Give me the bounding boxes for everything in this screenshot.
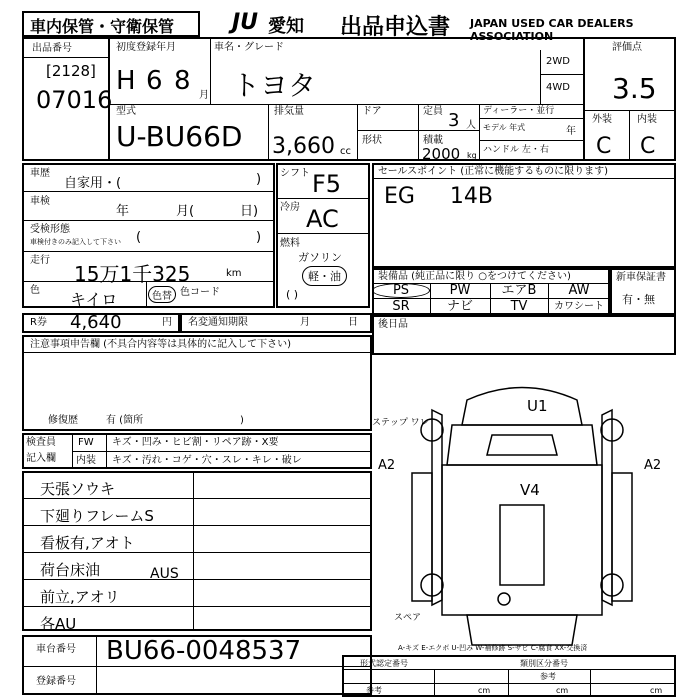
reference-label: 参考	[540, 672, 556, 681]
lot-box-number: [2128]	[46, 62, 96, 80]
chassis-label: 車台番号	[36, 644, 76, 655]
recycle-value: 4,640	[70, 312, 122, 333]
entry-label: 記入欄	[26, 453, 56, 464]
cm-unit-1: cm	[478, 686, 491, 695]
dealer-parallel: ディーラー・並行	[483, 106, 555, 116]
reg-no-label: 登録番号	[36, 676, 76, 687]
shaken-month: 月(	[176, 204, 195, 219]
mark-u1: U1	[527, 397, 548, 415]
capacity-label: 定員	[423, 106, 443, 117]
load-label: 積載	[423, 135, 443, 146]
recycle-label: R券	[30, 317, 47, 328]
class-no-label: 類別区分番号	[520, 659, 568, 668]
score-value: 3.5	[612, 72, 657, 105]
capacity-unit: 人	[466, 120, 476, 131]
equipment-label: 装備品 (純正品に限り ○をつけてください)	[378, 271, 571, 282]
storage-note: 車内保管・守衛保管	[30, 17, 175, 36]
fw-items: キズ・凹み・ヒビ割・リペア跡・X要	[112, 437, 279, 448]
interior-grade: C	[640, 134, 656, 159]
model-label: 型式	[116, 106, 136, 117]
warranty-options: 有・無	[622, 293, 655, 306]
yen-unit: 円	[162, 317, 172, 328]
cm-unit-2: cm	[556, 686, 569, 695]
capacity-value: 3	[448, 110, 460, 131]
equipment-item: エアB	[501, 283, 537, 298]
name-change-label: 名変通知期限	[188, 317, 248, 328]
shift-label: シフト	[280, 168, 310, 179]
kg-unit: kg	[467, 151, 477, 160]
diagram-windshield	[487, 435, 557, 455]
repair-close: )	[240, 415, 244, 426]
notes-line: 天張ソウキ	[40, 480, 116, 498]
history-close-paren: )	[256, 172, 262, 187]
later-install-label: 後日品	[378, 319, 408, 330]
first-reg-era: H	[116, 66, 136, 96]
inspection-form-label: 受検形態	[30, 224, 70, 235]
km-unit: km	[226, 268, 242, 279]
shift-value: F5	[312, 170, 342, 198]
notes-line: 前立,アオリ	[40, 588, 120, 606]
diagram-front	[462, 388, 582, 426]
first-reg-label: 初度登録年月	[116, 42, 176, 53]
color-value: キイロ	[70, 290, 118, 309]
sales-point-value: EG 14B	[384, 184, 494, 209]
diagram-legend: A-キズ E-エクボ U-凹み W-補修跡 S-サビ C-腐食 XX-交換済	[398, 644, 588, 652]
inspector-label: 検査員	[26, 437, 56, 448]
interior-row-label: 内装	[76, 455, 96, 466]
equipment-item: PW	[449, 283, 471, 298]
fuel-other-paren: ( )	[286, 288, 299, 301]
lot-no-label: 出品番号	[32, 43, 72, 54]
private-use: 自家用・(	[64, 176, 122, 191]
shaken-day: 日)	[240, 204, 259, 219]
aircon-label: 冷房	[280, 202, 300, 213]
diagram-rear	[467, 615, 577, 645]
car-name-label: 車名・グレード	[214, 42, 284, 53]
inspection-note: 車検付きのみ記入して下さい	[30, 238, 121, 246]
color-change-circled: 色替	[148, 286, 176, 303]
first-reg-month-unit: 月	[199, 90, 209, 101]
chassis-number: BU66-0048537	[106, 636, 302, 666]
vehicle-damage-diagram	[372, 355, 676, 655]
repair-history-label: 修復歴	[48, 415, 78, 426]
notes-line: 各AU	[40, 615, 77, 633]
mark-a2-left: A2	[378, 458, 396, 473]
org-name: 愛知	[268, 16, 304, 37]
car-name: トヨタ	[232, 69, 317, 102]
color-label: 色	[30, 285, 40, 296]
form-cert-label: 形式認定番号	[360, 659, 408, 668]
door-label: ドア	[362, 106, 382, 117]
first-reg-year: 6	[146, 66, 163, 96]
mileage-value: 15万1千325	[74, 262, 191, 286]
cc-unit: cc	[340, 146, 351, 157]
association-name: JAPAN USED CAR DEALERS ASSOCIATION	[470, 17, 634, 43]
model-year-label: モデル 年式	[483, 123, 526, 132]
inspection-open-paren: (	[136, 230, 142, 245]
lot-number: 07016	[36, 86, 113, 114]
displacement-label: 排気量	[274, 106, 304, 117]
load-value: 2000	[422, 145, 461, 163]
notes-bracket: AUS	[150, 566, 179, 582]
mark-a2-right: A2	[644, 458, 662, 473]
inspection-close-paren: )	[256, 230, 262, 245]
notes-header: 注意事項申告欄 (不具合内容等は具体的に記入して下さい)	[30, 339, 291, 350]
displacement-value: 3,660	[272, 134, 335, 159]
document-title: 出品申込書	[340, 15, 451, 40]
diesel-option-circled: 軽・油	[302, 266, 347, 286]
equipment-item: AW	[568, 283, 590, 298]
interior-label: 内装	[637, 114, 657, 125]
equipment-item: SR	[392, 299, 410, 314]
name-change-day: 日	[348, 317, 358, 328]
shaken-label: 車検	[30, 196, 50, 207]
later-install-block	[372, 315, 676, 355]
sales-point-label: セールスポイント (正常に機能するものに限ります)	[378, 166, 609, 177]
shape-label: 形状	[362, 135, 382, 146]
equipment-item: TV	[510, 299, 528, 314]
handle-label: ハンドル 左・右	[483, 145, 549, 155]
diagram-spare-mark	[498, 593, 510, 605]
mark-step: ステップ ワレ	[372, 418, 429, 428]
notes-line: 下廻りフレームS	[40, 507, 154, 525]
equipment-item: ナビ	[446, 299, 473, 314]
exterior-label: 外装	[592, 114, 612, 125]
ju-logo: JU	[232, 10, 259, 35]
first-reg-month: 8	[174, 66, 191, 96]
mileage-label: 走行	[30, 255, 50, 266]
fw-label: FW	[78, 437, 94, 448]
year-unit: 年	[566, 126, 576, 137]
mark-v4: V4	[520, 481, 540, 499]
warranty-label: 新車保証書	[616, 272, 666, 283]
history-label: 車歴	[30, 168, 50, 179]
diagram-cab	[447, 425, 597, 465]
model-value: U-BU66D	[116, 120, 243, 153]
exterior-grade: C	[596, 134, 612, 159]
gasoline-option: ガソリン	[298, 251, 342, 264]
repair-yes: 有 (箇所	[106, 415, 144, 426]
interior-items: キズ・汚れ・コゲ・穴・スレ・キレ・破レ	[112, 455, 302, 466]
cm-unit-3: cm	[650, 686, 663, 695]
color-code-label: 色コード	[180, 287, 220, 298]
drive-4wd: 4WD	[546, 82, 570, 93]
fuel-label: 燃料	[280, 238, 300, 249]
aircon-value: AC	[306, 205, 339, 233]
notes-line: 荷台床油	[40, 561, 101, 579]
diagram-bed	[500, 505, 544, 585]
drive-2wd: 2WD	[546, 56, 570, 67]
notes-line: 看板有,アオト	[40, 534, 135, 552]
ref-line1: 参考	[366, 686, 382, 695]
name-change-month: 月	[300, 317, 310, 328]
shaken-year: 年	[116, 204, 130, 219]
mark-spare: スペア	[394, 613, 422, 623]
score-label: 評価点	[612, 42, 642, 53]
equipment-item: カワシート	[554, 301, 604, 312]
equipment-item: PS	[372, 283, 430, 298]
